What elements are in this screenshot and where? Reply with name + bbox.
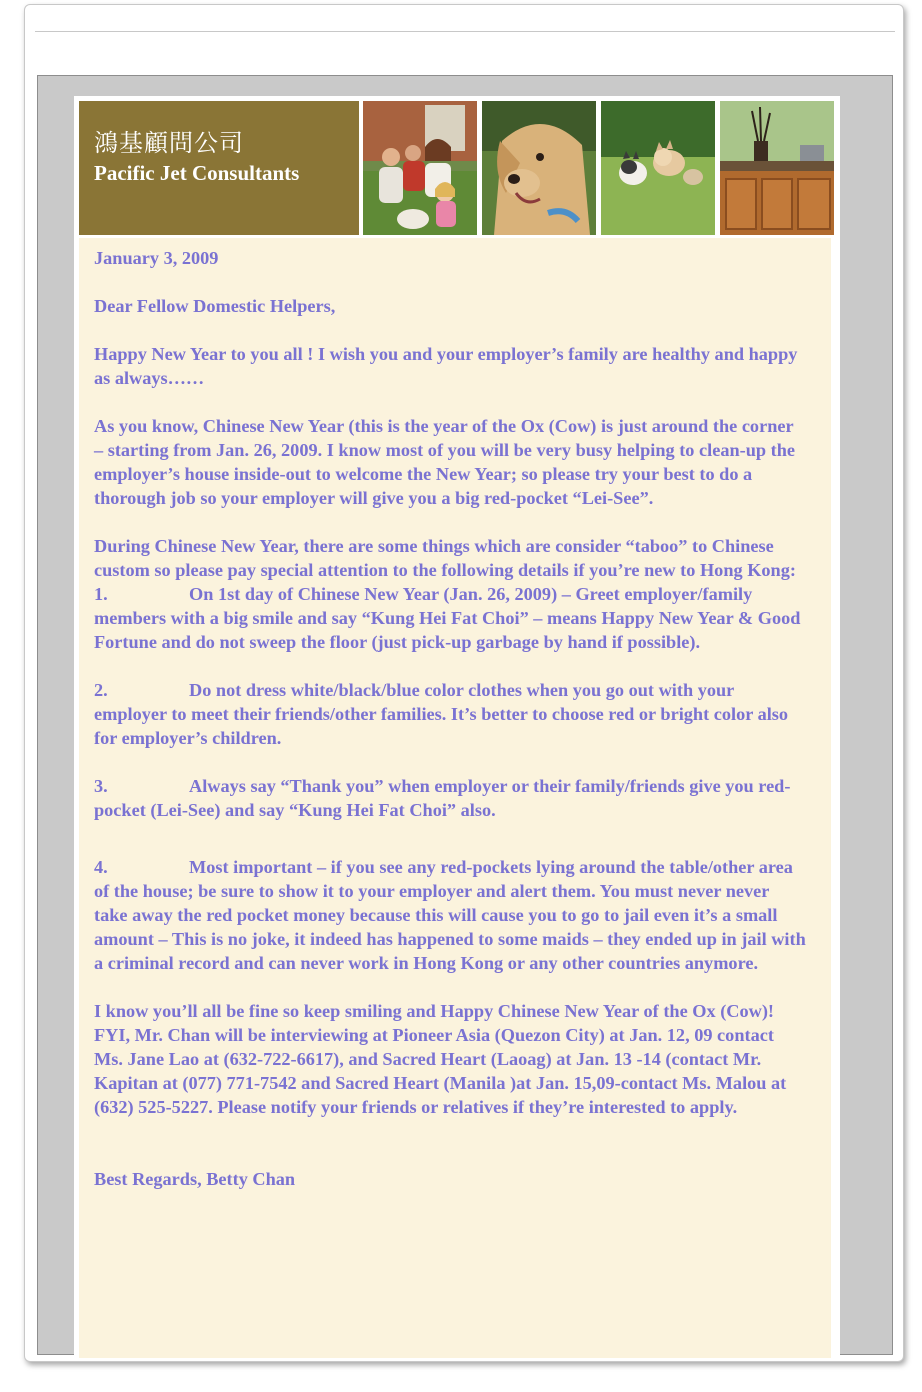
letter-text — [94, 246, 806, 1215]
letter-paragraph-3: During Chinese New Year, there are some things which are consider “taboo” to Chinese custom so please pay special attention to the following details if you’re new to Hong Kong: — [94, 536, 796, 580]
list-item-text: Always say “Thank you” when employer or their family/friends give you red-pocket (Lei-See) and say “Kung Hei Fat Choi” also. — [94, 776, 791, 820]
list-item — [94, 774, 806, 822]
newsletter-sheet — [74, 96, 840, 1358]
family-photo-icon — [363, 101, 477, 235]
letter-signature: Best Regards, Betty Chan — [94, 1169, 296, 1189]
list-item-number: 3. — [94, 776, 108, 796]
letter-date: January 3, 2009 — [94, 248, 219, 268]
list-item-number: 1. — [94, 584, 108, 604]
letter-body — [79, 238, 831, 1358]
kitchen-photo-icon — [720, 101, 834, 235]
brand-chinese-name: 鴻基顧問公司 — [94, 129, 244, 157]
brand-block — [79, 101, 359, 235]
list-item — [94, 678, 806, 750]
message-frame — [37, 75, 893, 1355]
letter-greeting: Dear Fellow Domestic Helpers, — [94, 296, 336, 316]
top-divider — [35, 31, 895, 32]
email-window — [24, 4, 904, 1362]
newsletter-header — [79, 101, 836, 235]
dog-photo-icon — [482, 101, 596, 235]
letter-paragraph-2: As you know, Chinese New Year (this is the year of the Ox (Cow) is just around the corner – starting from Jan. 26, 2009. I know most of you will be very busy helping to clean-up the employer’s house inside-out to welcome the New Year; so please try your best to do a thorough job so your employer will give you a big red-pocket “Lei-See”. — [94, 416, 795, 508]
letter-closing-paragraph: I know you’ll all be fine so keep smiling and Happy Chinese New Year of the Ox (Cow)! FYI, Mr. Chan will be interviewing at Pioneer Asia (Quezon City) at Jan. 12, 09 contact Ms. Jane Lao at (632-722-6617), and Sacred Heart (Laoag) at Jan. 13 -14 (contact Mr. Kapitan at (077) 771-7542 and Sacred Heart (Manila )at Jan. 15,09-contact Ms. Malou at (632) 525-5227. Please notify your friends or relatives if they’re interested to apply. — [94, 1001, 787, 1117]
letter-paragraph-1: Happy New Year to you all ! I wish you and your employer’s family are healthy and happy as always…… — [94, 344, 798, 388]
list-item — [94, 855, 806, 975]
kittens-photo-icon — [601, 101, 715, 235]
brand-english-name: Pacific Jet Consultants — [94, 161, 300, 185]
list-item-number: 2. — [94, 680, 108, 700]
list-item — [94, 582, 806, 654]
list-item-text: Do not dress white/black/blue color clothes when you go out with your employer to meet their friends/other families. It’s better to choose red or bright color also for employer’s children. — [94, 680, 789, 748]
list-item-number: 4. — [94, 857, 108, 877]
list-item-text: On 1st day of Chinese New Year (Jan. 26, 2009) – Greet employer/family members with a big smile and say “Kung Hei Fat Choi” – means Happy New Year & Good Fortune and do not sweep the floor (just pick-up garbage by hand if possible). — [94, 584, 801, 652]
list-item-text: Most important – if you see any red-pockets lying around the table/other area of the house; be sure to show it to your employer and alert them. You must never never take away the red pocket money because this will cause you to go to jail even it’s a small amount – This is no joke, it indeed has happened to some maids – they ended up in jail with a criminal record and can never work in Hong Kong or any other countries anymore. — [94, 857, 806, 973]
